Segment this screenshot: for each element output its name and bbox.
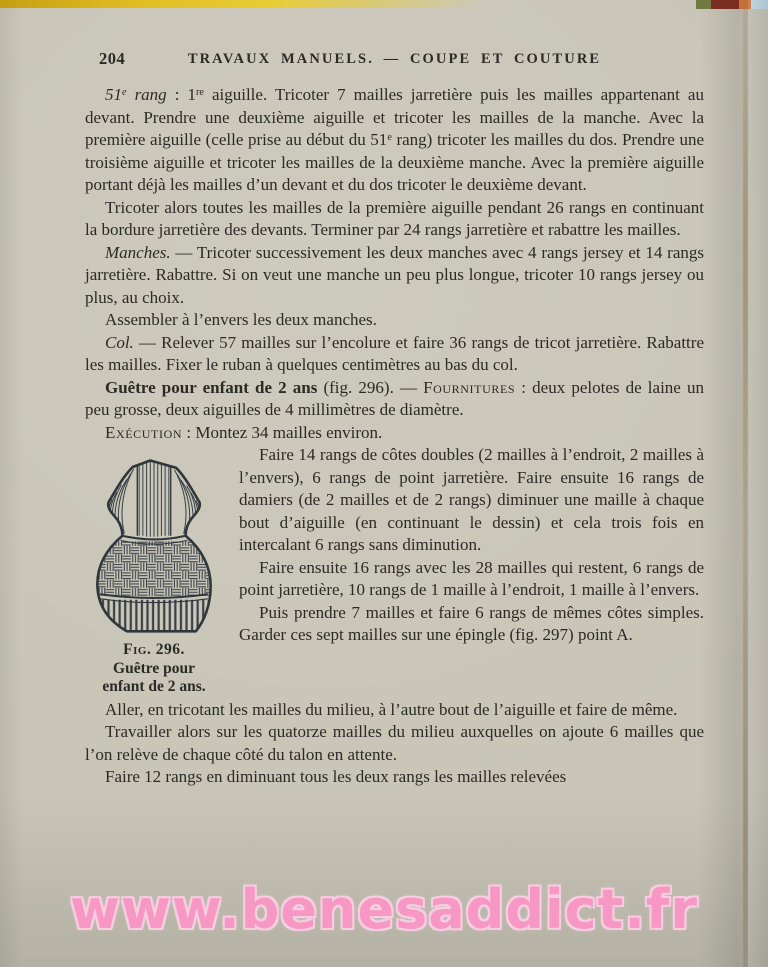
paragraph: Assembler à l’envers les deux manches. <box>105 310 377 329</box>
text-section-bottom <box>85 699 704 789</box>
paragraph: Aller, en tricotant les mailles du milieu, à l’autre bout de l’aiguille et faire de même. <box>105 699 678 719</box>
paragraph: Faire ensuite 16 rangs avec les 28 mailles qui restent, 6 rangs de point jarretière, 10 rangs de 1 maille à l’endroit, 1 maille à l’envers. <box>239 557 704 599</box>
figure-296 <box>81 454 227 697</box>
paragraph: Exécution : Montez 34 mailles environ. <box>105 422 383 442</box>
paragraph: Manches. — Tricoter successivement les deux manches avec 4 rangs jersey et 14 rangs jarretière. Rabattre. Si on veut une manche un peu plus longue, tricoter 10 rangs jersey ou plus, au choix. <box>85 242 704 307</box>
paragraph: Guêtre pour enfant de 2 ans (fig. 296). — Fournitures : deux pelotes de laine un peu grosse, deux aiguilles de 4 millimètres de diamètre. <box>85 377 704 419</box>
paragraph: Tricoter alors toutes les mailles de la première aiguille pendant 26 rangs en continuant la bordure jarretière des devants. Terminer par 24 rangs jarretière et rabattre les mailles. <box>85 197 704 239</box>
paragraph: Faire 14 rangs de côtes doubles (2 mailles à l’endroit, 2 mailles à l’envers), 6 rangs de point jarretière. Faire ensuite 16 rangs de damiers (de 2 mailles et de 2 rangs) diminuer une maille à chaque bout d’aiguille (en continuant le dessin) et cela trois fois en intercalant 6 rangs sans diminution. <box>239 445 704 554</box>
figure-caption-text-1: Guêtre pour <box>113 659 195 677</box>
text-section-top <box>85 84 704 444</box>
body-text <box>85 84 704 789</box>
page-number: 204 <box>99 49 126 68</box>
figure-caption-text-2: enfant de 2 ans. <box>102 678 206 695</box>
page-gutter-shadow <box>748 0 768 967</box>
paragraph: 51e rang : 1re aiguille. Tricoter 7 mailles jarretière puis les mailles appartenant au devant. Prendre une deuxième aiguille et tricoter les mailles de la manche. Avec la première aiguille (celle prise au début du 51e rang) tricoter les mailles du dos. Prendre une troisième aiguille et tricoter les mailles de la deuxième manche. Avec la première aiguille portant déjà les mailles d’un devant et du dos tricoter le deuxième devant. <box>85 85 704 194</box>
book-edge-yellow-strip <box>0 0 487 8</box>
paragraph: Puis prendre 7 mailles et faire 6 rangs de mêmes côtes simples. Garder ces sept mailles sur une épingle (fig. 297) point A. <box>239 602 704 644</box>
facing-page-color-maroon <box>711 0 739 9</box>
paragraph: Col. — Relever 57 mailles sur l’encolure et faire 36 rangs de tricot jarretière. Rabattre les mailles. Fixer le ruban à quelques centimètres au bas du col. <box>85 332 704 374</box>
paragraph: Travailler alors sur les quatorze mailles du milieu auxquelles on ajoute 6 mailles que l’on relève de chaque côté du talon en attente. <box>85 722 704 764</box>
figure-caption <box>81 641 227 697</box>
running-title: TRAVAUX MANUELS. — COUPE ET COUTURE <box>187 51 602 67</box>
figure-caption-number: Fig. 296. <box>123 641 185 658</box>
watermark: www.benesaddict.fr <box>70 878 698 941</box>
text-section-with-figure <box>85 444 704 695</box>
knitted-gaiter-illustration <box>85 454 223 636</box>
paragraph: Faire 12 rangs en diminuant tous les deux rangs les mailles relevées <box>105 767 567 786</box>
facing-page-color-green <box>696 0 711 9</box>
